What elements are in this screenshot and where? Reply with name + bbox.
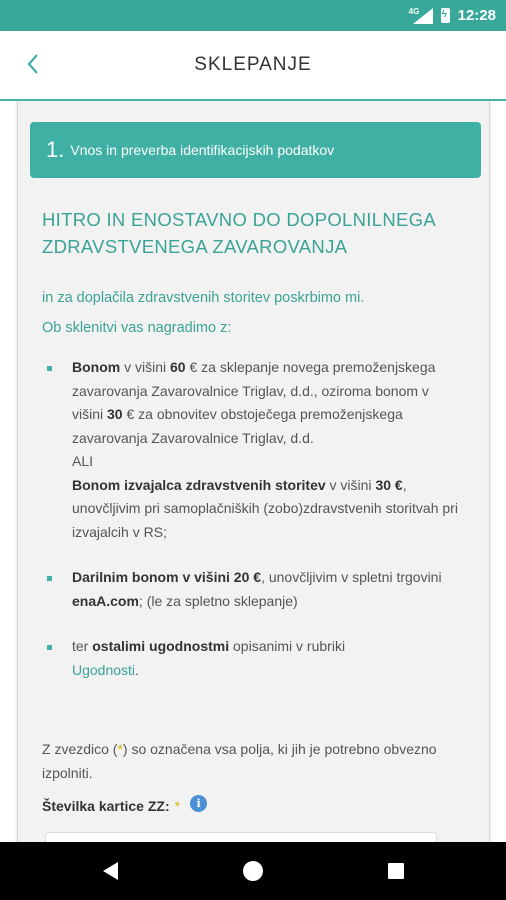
bold-text: enaA.com [72, 592, 139, 609]
intro-reward-line: Ob sklenitvi vas nagradimo z: [42, 320, 232, 336]
bold-text: Bonom izvajalca zdravstvenih storitev [72, 476, 326, 493]
app-bar [0, 31, 506, 101]
step-header[interactable] [30, 122, 481, 178]
card-number-input[interactable] [45, 832, 437, 842]
text: opisanimi v rubriki [229, 638, 346, 654]
square-recent-icon [387, 862, 405, 880]
intro-headline: HITRO IN ENOSTAVNO DO DOPOLNILNEGA ZDRAVSTVENEGA ZAVAROVANJA [42, 209, 435, 257]
text: ter [72, 638, 93, 654]
text: € za obnovitev obstoječega premoženjskega zavarovanja Zavarovalnice Triglav, d.d. [72, 406, 403, 446]
status-icons [408, 0, 496, 31]
page-title: SKLEPANJE [194, 54, 312, 75]
triangle-back-icon [101, 861, 119, 881]
bold-text: Bonom [72, 359, 121, 375]
required-star: * [174, 798, 181, 814]
text: ; (le za spletno sklepanje) [138, 592, 298, 609]
status-bar [0, 0, 506, 31]
required-fields-note [42, 737, 452, 785]
circle-home-icon [242, 860, 264, 882]
nav-home-button[interactable] [223, 842, 283, 900]
step-number: 1. [46, 137, 65, 162]
list-item [40, 356, 460, 544]
card-number-label [42, 798, 207, 814]
network-label: 4G [408, 6, 420, 16]
required-star: * [117, 741, 123, 757]
list-item [40, 635, 460, 682]
bullet-icon [47, 576, 52, 581]
text: ) so označena vsa polja, ki jih je potrebno obvezno izpolniti. [42, 741, 437, 781]
list-item [40, 566, 460, 613]
bold-text: Darilnim bonom v višini 20 € [72, 569, 262, 585]
text: € za sklepanje novega premoženjskega zavarovanja Zavarovalnice Triglav, d.d., oziroma bonom v višini [72, 359, 436, 422]
intro-subline: in za doplačila zdravstvenih storitev poskrbimo mi. [42, 290, 365, 306]
label-text: Številka kartice ZZ: [42, 798, 170, 814]
text: ALI [72, 453, 94, 469]
benefits-link[interactable]: Ugodnosti [72, 661, 136, 678]
nav-recent-button[interactable] [366, 842, 426, 900]
main-content[interactable] [0, 101, 506, 842]
benefits-list [40, 356, 460, 704]
bullet-icon [47, 366, 52, 371]
nav-back-button[interactable] [80, 842, 140, 900]
info-icon[interactable]: i [190, 795, 207, 812]
text: , unovčljivim pri samoplačniških (zobo)zdravstvenih storitvah pri izvajalcih v RS; [72, 476, 458, 540]
clock-time: 12:28 [457, 7, 496, 24]
bold-text: 30 [107, 406, 123, 422]
text: v višini [325, 476, 376, 493]
text: . [135, 661, 139, 678]
text: Z zvezdico ( [42, 741, 118, 757]
step-title: Vnos in preverba identifikacijskih podatkov [70, 142, 335, 158]
navigation-bar [0, 842, 506, 900]
text: , unovčljivim v spletni trgovini [261, 569, 442, 585]
bold-text: 30 € [375, 476, 403, 493]
battery-icon [441, 8, 450, 23]
bullet-icon [47, 645, 52, 650]
text: v višini [120, 359, 171, 375]
signal-icon [408, 6, 433, 24]
bold-text: 60 [170, 359, 186, 375]
bold-text: ostalimi ugodnostmi [92, 638, 230, 654]
